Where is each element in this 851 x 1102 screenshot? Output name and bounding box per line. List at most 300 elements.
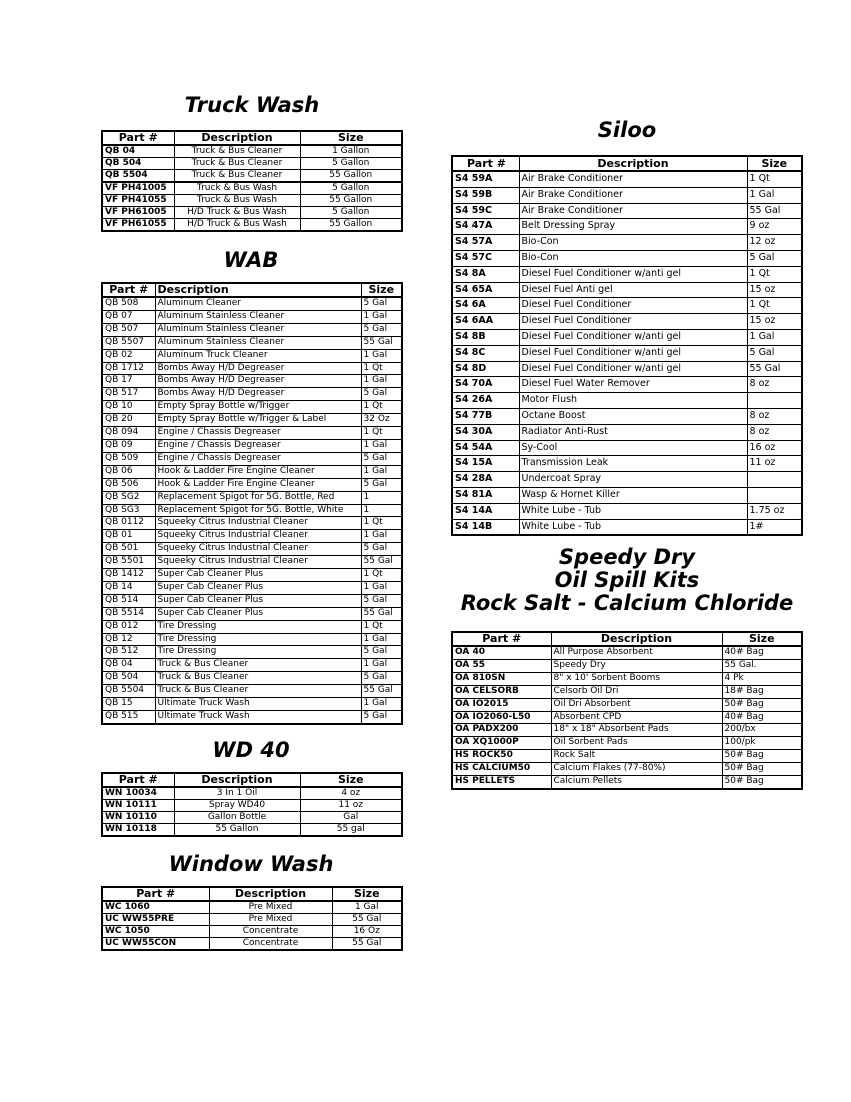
table-row [102,297,402,310]
part-number-cell: QB 17 [102,375,155,388]
table-row [452,750,802,763]
table-row [102,375,402,388]
part-number-cell: S4 65A [452,282,519,298]
size-cell: 1 Qt [747,266,802,282]
description-cell: Concentrate [209,938,332,951]
table-row [452,250,802,266]
description-cell: Spray WD40 [174,800,300,812]
size-cell: 55 Gal [361,685,402,698]
table-row [102,310,402,323]
col-header-part: Part # [102,283,155,297]
size-cell: 1 Qt [361,401,402,414]
size-cell: 55 Gallon [300,170,402,183]
table-row [452,672,802,685]
part-number-cell: QB 501 [102,543,155,556]
table-row [102,491,402,504]
table-row [102,530,402,543]
description-cell: Engine / Chassis Degreaser [155,439,361,452]
description-cell: Engine / Chassis Degreaser [155,427,361,440]
table-row [102,607,402,620]
part-number-cell: S4 47A [452,219,519,235]
table-row [452,440,802,456]
table-row [102,170,402,183]
size-cell: 8 oz [747,377,802,393]
size-cell: 1 Gal [747,329,802,345]
size-cell [747,472,802,488]
col-header-description: Description [209,887,332,901]
description-cell: Truck & Bus Cleaner [155,672,361,685]
part-number-cell: OA 40 [452,646,551,659]
size-cell: 9 oz [747,219,802,235]
size-cell: 1 Qt [361,569,402,582]
speedy-dry-table [451,631,803,790]
size-cell: 18# Bag [722,685,802,698]
part-number-cell: S4 30A [452,424,519,440]
part-number-cell: QB 10 [102,401,155,414]
part-number-cell: QB 509 [102,452,155,465]
window-wash-title: Window Wash [168,852,334,876]
table-row [452,235,802,251]
size-cell: 1 Gallon [300,145,402,158]
table-row [102,478,402,491]
size-cell: Gal [300,812,402,824]
size-cell: 5 Gal [361,452,402,465]
description-cell: Oil Dri Absorbent [551,698,722,711]
size-cell: 55 gal [300,824,402,837]
size-cell [747,487,802,503]
part-number-cell: S4 15A [452,456,519,472]
size-cell: 15 oz [747,282,802,298]
table-row [102,914,402,926]
description-cell: Truck & Bus Cleaner [174,170,300,183]
size-cell: 5 Gal [361,323,402,336]
description-cell: Aluminum Cleaner [155,297,361,310]
description-cell: Tire Dressing [155,633,361,646]
part-number-cell: QB 504 [102,672,155,685]
size-cell: 1 Gal [361,633,402,646]
part-number-cell: UC WW55PRE [102,914,209,926]
part-number-cell: QB 07 [102,310,155,323]
part-number-cell: QB 012 [102,620,155,633]
table-row [452,424,802,440]
part-number-cell: S4 14A [452,503,519,519]
size-cell: 1 Gal [361,465,402,478]
description-cell: Air Brake Conditioner [519,203,747,219]
col-header-size: Size [332,887,402,901]
description-cell: Pre Mixed [209,901,332,914]
part-number-cell: QB 06 [102,465,155,478]
truck-wash-title: Truck Wash [184,93,320,117]
size-cell: 55 Gal [332,938,402,951]
table-row [452,659,802,672]
part-number-cell: QB 094 [102,427,155,440]
size-cell: 15 oz [747,314,802,330]
rock-salt-title-line: Rock Salt - Calcium Chloride [460,591,794,615]
description-cell: Ultimate Truck Wash [155,711,361,724]
part-number-cell: QB 5514 [102,607,155,620]
table-row [452,472,802,488]
part-number-cell: QB 515 [102,711,155,724]
description-cell: Gallon Bottle [174,812,300,824]
table-row [452,408,802,424]
size-cell: 1 Gal [361,439,402,452]
table-row [452,737,802,750]
part-number-cell: QB 512 [102,646,155,659]
description-cell: Speedy Dry [551,659,722,672]
part-number-cell: HS ROCK50 [452,750,551,763]
description-cell: Bio-Con [519,235,747,251]
size-cell: 12 oz [747,235,802,251]
table-row [102,362,402,375]
table-row [102,504,402,517]
size-cell: 1 Gal [361,349,402,362]
description-cell: Oil Sorbent Pads [551,737,722,750]
window-wash-table [101,886,403,951]
col-header-part: Part # [102,773,174,787]
table-row [452,298,802,314]
description-cell: Diesel Fuel Conditioner w/anti gel [519,266,747,282]
size-cell: 1 Qt [361,620,402,633]
part-number-cell: S4 6A [452,298,519,314]
table-row [452,314,802,330]
description-cell: Aluminum Truck Cleaner [155,349,361,362]
size-cell: 200/bx [722,724,802,737]
table-row [102,401,402,414]
size-cell: 4 Pk [722,672,802,685]
part-number-cell: S4 81A [452,487,519,503]
truck-wash-table [101,130,403,232]
part-number-cell: QB SG2 [102,491,155,504]
description-cell: 3 In 1 Oil [174,787,300,800]
part-number-cell: OA IO2015 [452,698,551,711]
col-header-description: Description [551,632,722,646]
table-row [102,207,402,219]
description-cell: Truck & Bus Wash [174,182,300,195]
description-cell: Truck & Bus Cleaner [174,158,300,170]
table-row [102,646,402,659]
size-cell: 5 Gallon [300,158,402,170]
description-cell: 8" x 10' Sorbent Booms [551,672,722,685]
part-number-cell: OA 55 [452,659,551,672]
table-row [102,158,402,170]
size-cell: 16 oz [747,440,802,456]
part-number-cell: S4 59C [452,203,519,219]
part-number-cell: VF PH41005 [102,182,174,195]
table-row [102,323,402,336]
part-number-cell: OA 810SN [452,672,551,685]
part-number-cell: UC WW55CON [102,938,209,951]
size-cell: 55 Gal [361,336,402,349]
description-cell: Truck & Bus Cleaner [155,659,361,672]
table-row [102,336,402,349]
description-cell: Diesel Fuel Conditioner [519,314,747,330]
size-cell: 4 oz [300,787,402,800]
table-row [102,659,402,672]
size-cell: 5 Gal [361,594,402,607]
size-cell [747,393,802,409]
part-number-cell: OA IO2060-L50 [452,711,551,724]
table-row [452,282,802,298]
description-cell: Squeeky Citrus Industrial Cleaner [155,556,361,569]
part-number-cell: QB 1412 [102,569,155,582]
table-header-row [102,887,402,901]
table-header-row [102,131,402,145]
table-row [452,698,802,711]
table-row [452,487,802,503]
table-row [102,685,402,698]
wd40-table [101,772,403,837]
size-cell: 1 Gal [361,375,402,388]
size-cell: 1.75 oz [747,503,802,519]
size-cell: 50# Bag [722,776,802,789]
table-row [102,800,402,812]
part-number-cell: HS CALCIUM50 [452,763,551,776]
table-row [452,361,802,377]
table-row [102,698,402,711]
description-cell: Diesel Fuel Conditioner w/anti gel [519,361,747,377]
speedy-dry-title [461,546,794,615]
table-row [452,329,802,345]
description-cell: Engine / Chassis Degreaser [155,452,361,465]
description-cell: Super Cab Cleaner Plus [155,581,361,594]
table-row [102,182,402,195]
table-row [452,724,802,737]
description-cell: Tire Dressing [155,646,361,659]
description-cell: Aluminum Stainless Cleaner [155,336,361,349]
part-number-cell: S4 59A [452,171,519,187]
size-cell: 8 oz [747,424,802,440]
table-row [102,672,402,685]
size-cell: 11 oz [747,456,802,472]
description-cell: Hook & Ladder Fire Engine Cleaner [155,478,361,491]
size-cell: 55 Gal [332,914,402,926]
size-cell: 55 Gal [361,607,402,620]
part-number-cell: QB SG3 [102,504,155,517]
col-header-description: Description [174,131,300,145]
description-cell: Motor Flush [519,393,747,409]
table-row [102,427,402,440]
description-cell: Radiator Anti-Rust [519,424,747,440]
size-cell: 1 Gal [747,187,802,203]
part-number-cell: QB 04 [102,145,174,158]
size-cell: 1 [361,491,402,504]
size-cell: 5 Gallon [300,207,402,219]
part-number-cell: S4 70A [452,377,519,393]
table-row [452,503,802,519]
description-cell: Diesel Fuel Conditioner w/anti gel [519,329,747,345]
description-cell: Hook & Ladder Fire Engine Cleaner [155,465,361,478]
description-cell: Aluminum Stainless Cleaner [155,310,361,323]
description-cell: Sy-Cool [519,440,747,456]
col-header-size: Size [722,632,802,646]
col-header-part: Part # [452,156,519,171]
description-cell: Air Brake Conditioner [519,187,747,203]
description-cell: H/D Truck & Bus Wash [174,219,300,232]
description-cell: Transmission Leak [519,456,747,472]
part-number-cell: WN 10110 [102,812,174,824]
col-header-part: Part # [102,131,174,145]
table-row [452,763,802,776]
col-header-part: Part # [102,887,209,901]
table-row [102,349,402,362]
part-number-cell: QB 15 [102,698,155,711]
description-cell: Diesel Fuel Conditioner [519,298,747,314]
part-number-cell: S4 57C [452,250,519,266]
size-cell: 1 Gal [361,698,402,711]
part-number-cell: WN 10118 [102,824,174,837]
size-cell: 1 Qt [747,298,802,314]
description-cell: Wasp & Hornet Killer [519,487,747,503]
part-number-cell: HS PELLETS [452,776,551,789]
table-row [452,187,802,203]
table-row [102,594,402,607]
table-row [102,581,402,594]
table-row [102,569,402,582]
description-cell: Empty Spray Bottle w/Trigger [155,401,361,414]
col-header-description: Description [519,156,747,171]
description-cell: Undercoat Spray [519,472,747,488]
part-number-cell: VF PH61005 [102,207,174,219]
part-number-cell: QB 14 [102,581,155,594]
size-cell: 40# Bag [722,646,802,659]
speedy-dry-title-line: Speedy Dry [558,545,696,569]
table-row [102,517,402,530]
description-cell: Squeeky Citrus Industrial Cleaner [155,530,361,543]
size-cell: 50# Bag [722,763,802,776]
part-number-cell: QB 506 [102,478,155,491]
part-number-cell: QB 12 [102,633,155,646]
table-header-row [452,156,802,171]
part-number-cell: OA XQ1000P [452,737,551,750]
part-number-cell: QB 02 [102,349,155,362]
table-header-row [102,773,402,787]
part-number-cell: OA CELSORB [452,685,551,698]
description-cell: Truck & Bus Cleaner [155,685,361,698]
table-row [102,620,402,633]
wab-title: WAB [223,248,279,272]
description-cell: Rock Salt [551,750,722,763]
description-cell: Replacement Spigot for 5G. Bottle, Red [155,491,361,504]
table-row [452,203,802,219]
part-number-cell: QB 0112 [102,517,155,530]
table-row [452,685,802,698]
description-cell: Ultimate Truck Wash [155,698,361,711]
part-number-cell: QB 508 [102,297,155,310]
part-number-cell: S4 28A [452,472,519,488]
table-row [102,824,402,837]
description-cell: White Lube - Tub [519,503,747,519]
description-cell: White Lube - Tub [519,519,747,535]
size-cell: 1 Gal [361,310,402,323]
size-cell: 1 Qt [747,171,802,187]
size-cell: 5 Gal [361,646,402,659]
description-cell: Bombs Away H/D Degreaser [155,362,361,375]
col-header-size: Size [300,131,402,145]
description-cell: Octane Boost [519,408,747,424]
table-row [452,266,802,282]
part-number-cell: QB 04 [102,659,155,672]
table-row [452,345,802,361]
description-cell: Belt Dressing Spray [519,219,747,235]
part-number-cell: S4 77B [452,408,519,424]
col-header-description: Description [174,773,300,787]
description-cell: Diesel Fuel Anti gel [519,282,747,298]
size-cell: 55 Gallon [300,219,402,232]
description-cell: Replacement Spigot for 5G. Bottle, White [155,504,361,517]
table-row [102,938,402,951]
part-number-cell: S4 8B [452,329,519,345]
table-row [102,812,402,824]
description-cell: Squeeky Citrus Industrial Cleaner [155,517,361,530]
size-cell: 40# Bag [722,711,802,724]
part-number-cell: VF PH41055 [102,195,174,207]
description-cell: 55 Gallon [174,824,300,837]
size-cell: 5 Gal [747,345,802,361]
size-cell: 55 Gallon [300,195,402,207]
table-row [102,711,402,724]
description-cell: Tire Dressing [155,620,361,633]
part-number-cell: S4 14B [452,519,519,535]
size-cell: 5 Gal [361,711,402,724]
table-row [452,711,802,724]
description-cell: Pre Mixed [209,914,332,926]
table-row [452,776,802,789]
size-cell: 1 Gal [361,581,402,594]
part-number-cell: S4 8D [452,361,519,377]
part-number-cell: QB 5504 [102,170,174,183]
table-row [102,439,402,452]
size-cell: 1 Gal [361,530,402,543]
part-number-cell: QB 1712 [102,362,155,375]
size-cell: 55 Gal [747,203,802,219]
part-number-cell: S4 8A [452,266,519,282]
part-number-cell: QB 5501 [102,556,155,569]
part-number-cell: WN 10111 [102,800,174,812]
size-cell: 55 Gal. [722,659,802,672]
col-header-size: Size [747,156,802,171]
size-cell: 50# Bag [722,750,802,763]
size-cell: 1 Gal [332,901,402,914]
size-cell: 5 Gal [361,543,402,556]
size-cell: 1 Gal [361,659,402,672]
col-header-size: Size [361,283,402,297]
description-cell: Concentrate [209,926,332,938]
table-row [102,633,402,646]
size-cell: 50# Bag [722,698,802,711]
description-cell: Aluminum Stainless Cleaner [155,323,361,336]
size-cell: 5 Gallon [300,182,402,195]
size-cell: 16 Oz [332,926,402,938]
description-cell: Super Cab Cleaner Plus [155,607,361,620]
description-cell: Truck & Bus Wash [174,195,300,207]
table-row [452,377,802,393]
table-row [102,787,402,800]
siloo-title: Siloo [597,118,657,142]
part-number-cell: S4 54A [452,440,519,456]
part-number-cell: S4 57A [452,235,519,251]
description-cell: All Purpose Absorbent [551,646,722,659]
wab-table [101,282,403,725]
size-cell: 1# [747,519,802,535]
description-cell: Calcium Pellets [551,776,722,789]
size-cell: 1 Qt [361,427,402,440]
table-row [102,195,402,207]
part-number-cell: WN 10034 [102,787,174,800]
size-cell: 8 oz [747,408,802,424]
oil-spill-title-line: Oil Spill Kits [554,568,700,592]
part-number-cell: S4 26A [452,393,519,409]
size-cell: 5 Gal [361,297,402,310]
